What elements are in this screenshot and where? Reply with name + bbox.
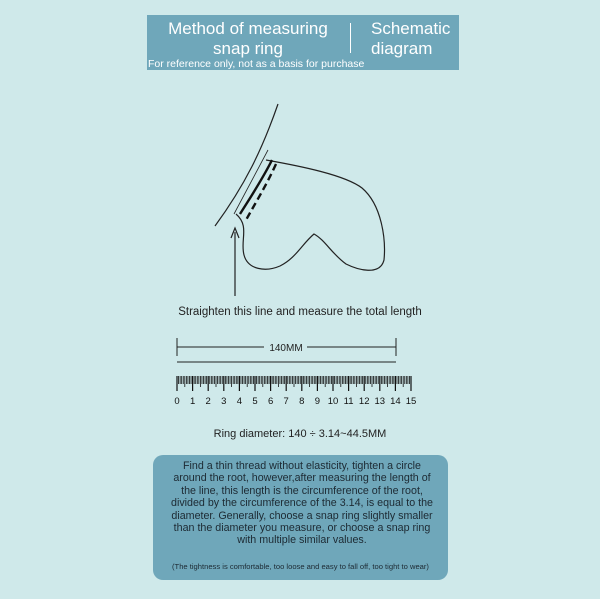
shaft-outline (236, 160, 384, 270)
header-title: Method of measuring snap ring (168, 19, 328, 58)
ruler-number: 10 (327, 396, 339, 407)
thread-solid-line (240, 160, 272, 214)
ruler-number: 9 (314, 396, 321, 407)
ruler-number: 12 (358, 396, 370, 407)
ruler-number: 11 (343, 396, 354, 407)
measure-caption: Straighten this line and measure the total length (178, 306, 422, 318)
ruler-number: 15 (405, 396, 417, 407)
ruler (174, 376, 416, 407)
diameter-formula: Ring diameter: 140 ÷ 3.14~44.5MM (213, 428, 387, 440)
length-label: 140MM (269, 343, 303, 354)
ruler-number: 4 (236, 396, 243, 407)
ruler-number: 2 (205, 396, 211, 407)
instructions-text: Find a thin thread without elasticity, tighten a circle around the root, however,after measuring the length of the line, this length is the circumference of the root, divided by the circumference of the 3.14, is equal to the diameter. Generally, choose a snap ring slightly smaller than the diameter you measure, or choose a snap ring with multiple similar values. (171, 460, 434, 547)
ruler-number: 0 (174, 396, 180, 407)
ruler-number: 5 (252, 396, 258, 407)
header-disclaimer: For reference only, not as a basis for purchase (148, 58, 365, 70)
thread-dashed-line (246, 164, 276, 220)
instructions-footnote: (The tightness is comfortable, too loose and easy to fall off, too tight to wear) (172, 562, 429, 571)
header-subtitle: Schematic diagram (371, 19, 451, 58)
ruler-number: 6 (267, 396, 274, 407)
ruler-number: 14 (390, 396, 401, 407)
instructions-panel (153, 455, 448, 580)
ruler-number: 13 (374, 396, 386, 407)
ruler-number: 7 (283, 396, 289, 407)
ruler-number: 1 (189, 396, 196, 407)
thread-thin-line (234, 150, 268, 214)
ruler-number: 8 (299, 396, 305, 407)
ruler-number: 3 (221, 396, 227, 407)
